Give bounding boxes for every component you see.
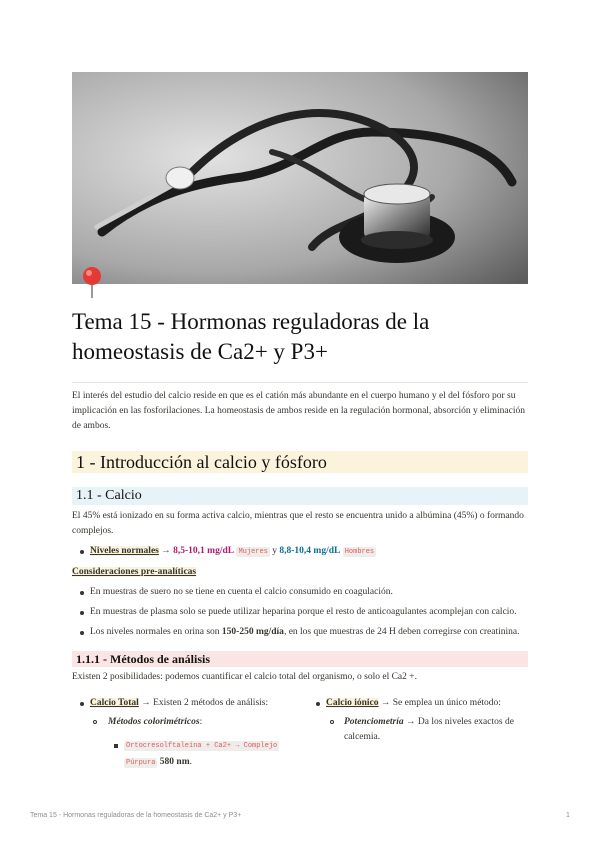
preanalytic-heading <box>72 565 196 580</box>
list-item-potenciometria <box>344 715 524 745</box>
potenciometria-text: → Da los niveles exactos de <box>403 717 514 727</box>
cover-image <box>72 72 528 284</box>
potenciometria-label: Potenciometría <box>344 717 404 727</box>
reaction-code-2: Púrpura <box>126 759 156 767</box>
page-title: Tema 15 - Hormonas reguladoras de la homeostasis de Ca2+ y P3+ <box>72 309 430 364</box>
calcio-ionico-label: Calcio iónico <box>326 698 379 708</box>
list-item-orina <box>90 625 530 640</box>
pushpin-icon <box>80 266 104 300</box>
women-value: 8,5-10,1 mg/dL <box>173 546 235 556</box>
heading-introduccion: 1 - Introducción al calcio y fósforo <box>72 451 528 473</box>
footer-title: Tema 15 - Hormonas reguladoras de la homeostasis de Ca2+ y P3+ <box>30 812 242 819</box>
arrow-text: → <box>158 546 174 556</box>
women-tag: Mujeres <box>238 548 268 556</box>
calcio-paragraph: El 45% está ionizado en su forma activa calcio, mientras que el resto se encuentra unido a albúmina (45%) o formando complejos. <box>72 511 524 536</box>
calcio-total-label: Calcio Total <box>90 698 139 708</box>
bullet-dot <box>80 611 84 615</box>
list-item-niveles <box>90 544 520 560</box>
bullet-dot <box>80 631 84 635</box>
list-item: En muestras de suero no se tiene en cuenta el calcio consumido en coagulación. <box>90 587 393 597</box>
list-item-calcio-total <box>90 696 305 711</box>
bullet-dot <box>80 550 84 554</box>
bullet-circle <box>330 720 334 724</box>
metodos-paragraph: Existen 2 posibilidades: podemos cuantificar el calcio total del organismo, o solo el Ca2 +. <box>72 672 417 682</box>
heading-metodos: 1.1.1 - Métodos de análisis <box>72 651 528 667</box>
page-number: 1 <box>566 812 570 819</box>
urine-text-after: , en los que muestras de 24 H deben corregirse con creatinina. <box>283 627 520 637</box>
urine-text-before: Los niveles normales en orina son <box>90 627 222 637</box>
colon-text: : <box>199 717 203 727</box>
heading-calcio: 1.1 - Calcio <box>72 487 528 505</box>
colorimetricos-label: Métodos colorimétricos <box>108 717 200 727</box>
bullet-dot <box>316 702 320 706</box>
bullet-circle <box>93 720 97 724</box>
list-item-calcio-ionico <box>326 696 526 711</box>
bullet-square <box>114 744 118 748</box>
intro-paragraph: El interés del estudio del calcio reside en que es el catión más abundante en el cuerpo humano y el del fósforo por su implicación en las fosforilaciones. La homeostasis de ambos reside en la regulación hormonal, absorción y eliminación de ambos. <box>72 391 525 431</box>
reaction-code: Ortocresolftaleína + Ca2+ → Complejo <box>126 742 278 750</box>
preanalytic-heading-text: Consideraciones pre-analíticas <box>72 567 197 577</box>
list-item-reaction <box>124 737 304 771</box>
urine-value: 150-250 mg/día <box>221 627 284 637</box>
stethoscope-illustration <box>72 72 528 284</box>
bullet-dot <box>80 702 84 706</box>
potenciometria-text-2: calcemia. <box>344 732 381 742</box>
divider <box>72 382 528 383</box>
men-value: 8,8-10,4 mg/dL <box>279 546 341 556</box>
bullet-dot <box>80 591 84 595</box>
connector-text: y <box>269 546 280 556</box>
calcio-ionico-text: → Se emplea un único método: <box>378 698 501 708</box>
wavelength-value: 580 nm <box>159 757 190 767</box>
men-tag: Hombres <box>344 548 375 556</box>
calcio-total-text: → Existen 2 métodos de análisis: <box>138 698 269 708</box>
list-item: En muestras de plasma solo se puede utilizar heparina porque el resto de anticoagulantes acomplejan con calcio. <box>90 607 517 617</box>
period-text: . <box>189 757 192 767</box>
niveles-label: Niveles normales <box>90 546 159 556</box>
list-item-colorimetricos <box>108 715 308 730</box>
